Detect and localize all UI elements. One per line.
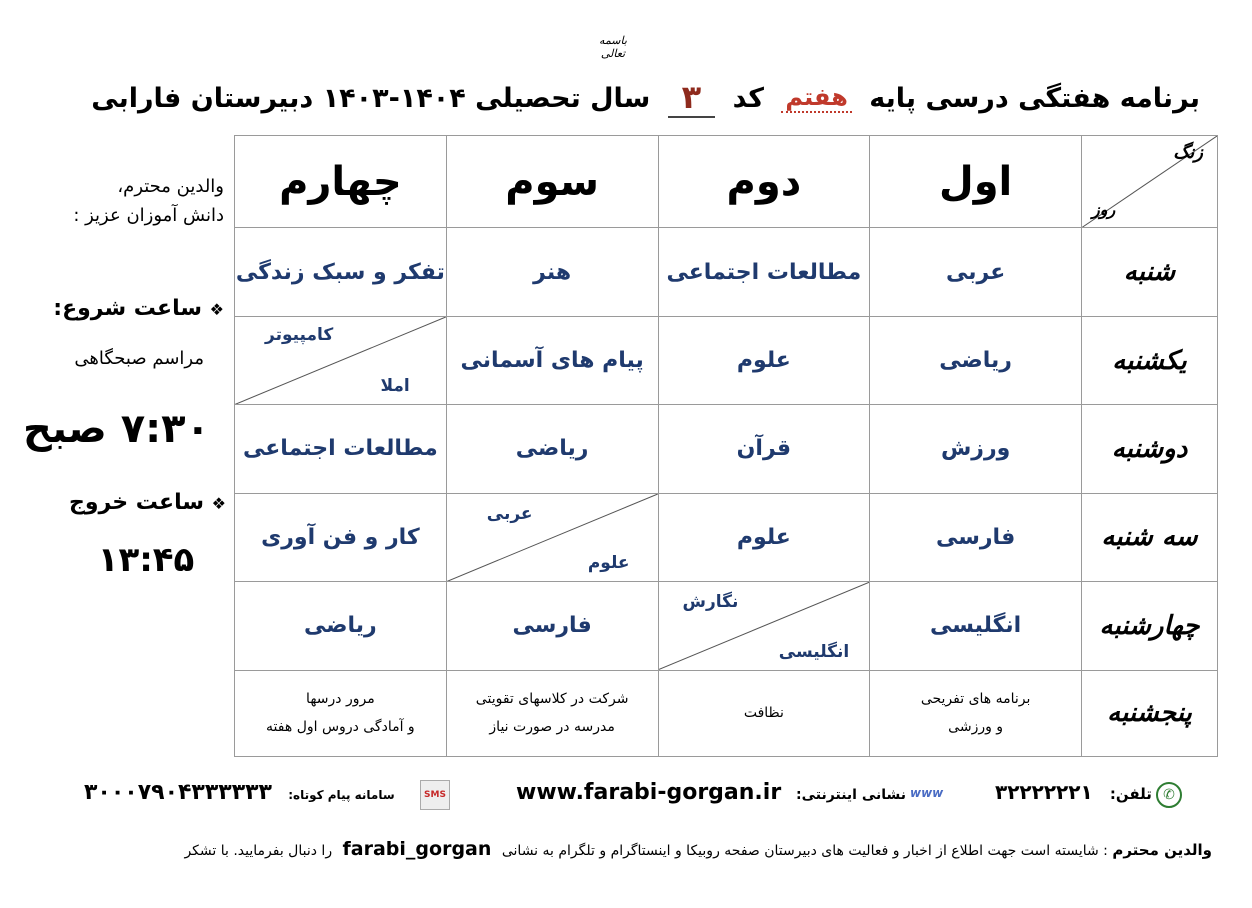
weekly-schedule-table bbox=[234, 135, 1218, 757]
subject-cell: فارسی bbox=[870, 493, 1082, 581]
website-contact bbox=[516, 780, 906, 812]
table-row bbox=[235, 493, 1218, 581]
activity-line: نظافت bbox=[743, 705, 784, 722]
corner-period-label: زنگ bbox=[1173, 142, 1203, 163]
split-subject-top: نگارش bbox=[682, 592, 739, 613]
split-subject-cell bbox=[235, 316, 447, 404]
corner-day-label: روز bbox=[1092, 200, 1116, 220]
end-time-value: ۱۳:۴۵ bbox=[97, 540, 195, 580]
subject-cell: کار و فن آوری bbox=[235, 493, 447, 581]
phone-contact bbox=[995, 780, 1152, 812]
sms-icon: SMS bbox=[420, 780, 450, 810]
period-header: چهارم bbox=[235, 136, 447, 228]
page-title bbox=[40, 78, 1200, 124]
header-row bbox=[235, 136, 1218, 228]
phone-label: تلفن: bbox=[1109, 785, 1152, 803]
day-label: چهارشنبه bbox=[1082, 582, 1218, 670]
table-row bbox=[235, 228, 1218, 316]
website-label: نشانی اینترنتی: bbox=[796, 787, 907, 803]
subject-cell: پیام های آسمانی bbox=[446, 316, 658, 404]
start-time-value: ۷:۳۰ صبح bbox=[23, 406, 210, 452]
day-label: دوشنبه bbox=[1082, 405, 1218, 493]
social-handle[interactable]: farabi_gorgan bbox=[342, 838, 492, 860]
subject-cell: علوم bbox=[658, 493, 870, 581]
grade-value: هفتم bbox=[781, 83, 852, 113]
table-row bbox=[235, 582, 1218, 670]
split-subject-bottom: علوم bbox=[587, 553, 630, 574]
subject-cell: ورزش bbox=[870, 405, 1082, 493]
activity-line: شرکت در کلاسهای تقویتی bbox=[475, 691, 629, 708]
sidebar-greeting bbox=[14, 172, 224, 230]
subject-cell: فارسی bbox=[446, 582, 658, 670]
code-label: کد bbox=[732, 82, 764, 114]
day-label: سه شنبه bbox=[1082, 493, 1218, 581]
phone-icon: ✆ bbox=[1156, 782, 1182, 808]
www-icon: www bbox=[910, 786, 944, 800]
day-label: پنجشنبه bbox=[1082, 670, 1218, 756]
sms-label: سامانه پیام کوتاه: bbox=[288, 788, 395, 802]
footer-text: : شایسته است جهت اطلاع از اخبار و فعالیت های دبیرستان صفحه روبیکا و اینستاگرام و تلگرام به نشانی bbox=[501, 843, 1108, 859]
subject-cell: مطالعات اجتماعی bbox=[658, 228, 870, 316]
subject-cell: مطالعات اجتماعی bbox=[235, 405, 447, 493]
website-link[interactable]: www.farabi-gorgan.ir bbox=[516, 780, 782, 805]
title-part1: برنامه هفتگی درسی پایه bbox=[869, 82, 1200, 114]
subject-cell: تفکر و سبک زندگی bbox=[235, 228, 447, 316]
activity-cell bbox=[870, 670, 1082, 756]
period-header: دوم bbox=[658, 136, 870, 228]
table-row bbox=[235, 405, 1218, 493]
footer-lead: والدین محترم bbox=[1112, 841, 1212, 859]
footer-text-end: را دنبال بفرمایید. با تشکر bbox=[184, 843, 333, 859]
period-header: اول bbox=[870, 136, 1082, 228]
start-time-label bbox=[4, 296, 224, 321]
corner-cell bbox=[1082, 136, 1218, 228]
sms-number[interactable]: ۳۰۰۰۷۹۰۴۳۳۳۳۳۳ bbox=[84, 780, 272, 805]
split-subject-top: عربی bbox=[486, 503, 533, 524]
greeting-line: دانش آموزان عزیز : bbox=[73, 205, 224, 226]
code-value: ۳ bbox=[668, 78, 716, 118]
subject-cell: هنر bbox=[446, 228, 658, 316]
title-part2: سال تحصیلی ۱۴۰۴-۱۴۰۳ دبیرستان فارابی bbox=[91, 82, 651, 114]
start-note: مراسم صبحگاهی bbox=[74, 348, 204, 369]
table-row bbox=[235, 670, 1218, 756]
diamond-bullet-icon: ❖ bbox=[211, 494, 226, 513]
split-subject-cell bbox=[658, 582, 870, 670]
split-subject-bottom: انگلیسی bbox=[778, 641, 850, 662]
activity-cell bbox=[446, 670, 658, 756]
subject-cell: ریاضی bbox=[870, 316, 1082, 404]
footer-note bbox=[40, 838, 1212, 860]
subject-cell: ریاضی bbox=[446, 405, 658, 493]
bismillah: باسمه تعالی bbox=[599, 34, 627, 60]
start-label-text: ساعت شروع: bbox=[53, 296, 202, 321]
subject-cell: انگلیسی bbox=[870, 582, 1082, 670]
activity-line: برنامه های تفریحی bbox=[920, 691, 1031, 708]
end-time-label bbox=[6, 490, 226, 515]
split-subject-bottom: املا bbox=[380, 376, 410, 397]
activity-cell bbox=[658, 670, 870, 756]
activity-cell bbox=[235, 670, 447, 756]
table-row bbox=[235, 316, 1218, 404]
end-label-text: ساعت خروج bbox=[69, 490, 204, 515]
subject-cell: علوم bbox=[658, 316, 870, 404]
split-subject-top: کامپیوتر bbox=[265, 324, 334, 345]
diamond-bullet-icon: ❖ bbox=[209, 300, 224, 319]
activity-line: و آمادگی دروس اول هفته bbox=[266, 719, 415, 736]
subject-cell: قرآن bbox=[658, 405, 870, 493]
sms-contact bbox=[84, 780, 395, 812]
day-label: یکشنبه bbox=[1082, 316, 1218, 404]
activity-line: و ورزشی bbox=[948, 719, 1004, 736]
day-label: شنبه bbox=[1082, 228, 1218, 316]
period-header: سوم bbox=[446, 136, 658, 228]
subject-cell: عربی bbox=[870, 228, 1082, 316]
phone-value[interactable]: ۳۲۲۲۲۲۲۱ bbox=[995, 780, 1093, 804]
split-subject-cell bbox=[446, 493, 658, 581]
activity-line: مرور درسها bbox=[306, 691, 375, 708]
activity-line: مدرسه در صورت نیاز bbox=[489, 719, 615, 736]
subject-cell: ریاضی bbox=[235, 582, 447, 670]
greeting-line: والدین محترم، bbox=[117, 176, 224, 197]
